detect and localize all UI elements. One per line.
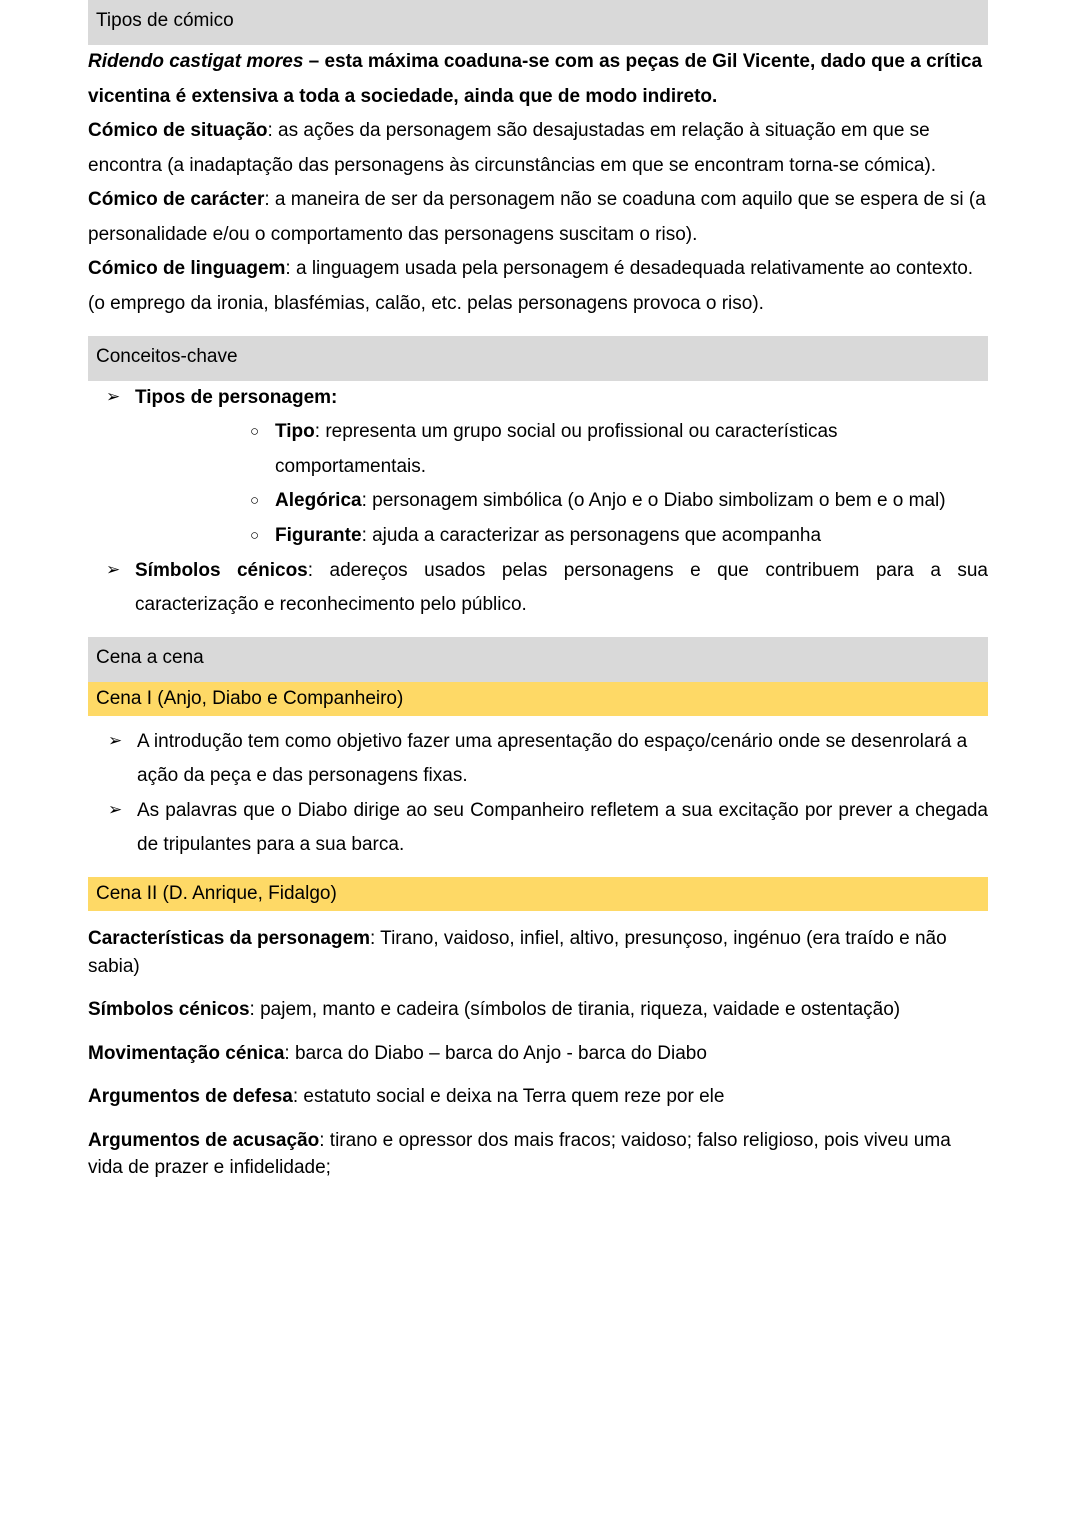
term-figurante: Figurante — [275, 524, 362, 546]
term-alegorica: Alegórica — [275, 490, 362, 512]
paragraph-movimentacao-cenica — [88, 1040, 988, 1068]
list-item-simbolos-cenicos — [88, 554, 988, 623]
term-simbolos-cenicos-cena-ii: Símbolos cénicos — [88, 999, 250, 1021]
arrow-bullet-icon: ➢ — [108, 799, 123, 819]
paragraph-argumentos-de-defesa — [88, 1083, 988, 1111]
arrow-bullet-icon: ➢ — [106, 386, 121, 406]
cena-i-list — [88, 725, 988, 863]
list-item-tipo — [135, 415, 988, 484]
term-caracteristicas-da-personagem: Características da personagem — [88, 927, 370, 949]
section-heading-tipos-de-comico: Tipos de cómico — [88, 0, 988, 45]
definition-tipo: : representa um grupo social ou profissional ou características comportamentais. — [275, 421, 838, 477]
term-movimentacao-cenica: Movimentação cénica — [88, 1042, 285, 1064]
definition-alegorica: : personagem simbólica (o Anjo e o Diabo simbolizam o bem e o mal) — [361, 490, 946, 512]
term-comico-de-linguagem: Cómico de linguagem — [88, 258, 286, 280]
definition-simbolos-cenicos-cena-ii: : pajem, manto e cadeira (símbolos de tirania, riqueza, vaidade e ostentação) — [249, 999, 901, 1021]
term-tipo: Tipo — [275, 421, 315, 443]
definition-comico-de-linguagem: : a linguagem usada pela personagem é desadequada relativamente ao contexto. (o emprego da ironia, blasfémias, calão, etc. pelas personagens provoca o riso). — [88, 258, 974, 315]
term-argumentos-de-acusacao: Argumentos de acusação — [88, 1129, 320, 1151]
term-argumentos-de-defesa: Argumentos de defesa — [88, 1086, 293, 1108]
document-content — [88, 0, 988, 1182]
definition-argumentos-de-defesa: : estatuto social e deixa na Terra quem reze por ele — [292, 1086, 725, 1108]
paragraph-ridendo-castigat-mores — [88, 45, 988, 114]
circle-bullet-icon: ○ — [250, 526, 260, 544]
circle-bullet-icon: ○ — [250, 492, 260, 510]
ridendo-castigat-mores-italic: Ridendo castigat mores — [88, 51, 304, 72]
definition-comico-de-situacao: : as ações da personagem são desajustadas em relação à situação em que se encontra (a inadaptação das personagens às circunstâncias em que se encontram torna-se cómica). — [88, 120, 937, 176]
section-heading-cena-a-cena: Cena a cena — [88, 637, 988, 682]
list-item-cena-i-palavras-diabo — [88, 794, 988, 863]
term-comico-de-caracter: Cómico de carácter — [88, 189, 265, 211]
cena-i-bullet-text-2: As palavras que o Diabo dirige ao seu Companheiro refletem a sua excitação por prever a chegada de tripulantes para a sua barca. — [137, 799, 988, 856]
list-item-tipos-de-personagem — [88, 381, 988, 554]
paragraph-simbolos-cenicos-cena-ii — [88, 996, 988, 1024]
arrow-bullet-icon: ➢ — [106, 559, 121, 579]
paragraph-comico-de-situacao — [88, 114, 988, 183]
paragraph-argumentos-de-acusacao — [88, 1127, 988, 1182]
section-heading-cena-i: Cena I (Anjo, Diabo e Companheiro) — [88, 682, 988, 716]
section-heading-cena-ii: Cena II (D. Anrique, Fidalgo) — [88, 877, 988, 911]
list-item-tipos-de-personagem-label: Tipos de personagem: — [135, 386, 338, 408]
definition-comico-de-caracter: : a maneira de ser da personagem não se coaduna com aquilo que se espera de si (a personalidade e/ou o comportamento das personagens suscitam o riso). — [88, 189, 986, 245]
circle-bullet-icon: ○ — [250, 423, 260, 441]
term-comico-de-situacao: Cómico de situação — [88, 120, 268, 142]
conceitos-chave-list — [88, 381, 988, 623]
definition-figurante: : ajuda a caracterizar as personagens que acompanha — [361, 524, 822, 546]
definition-movimentacao-cenica: : barca do Diabo – barca do Anjo - barca do Diabo — [284, 1042, 707, 1064]
list-item-figurante — [135, 519, 988, 554]
list-item-alegorica — [135, 484, 988, 519]
definition-simbolos-cenicos: : adereços usados pelas personagens e que contribuem para a sua caracterização e reconhecimento pelo público. — [135, 559, 989, 616]
ridendo-castigat-mores-rest: – esta máxima coaduna-se com as peças de Gil Vicente, dado que a crítica vicentina é extensiva a toda a sociedade, ainda que de modo indireto. — [88, 51, 983, 107]
paragraph-caracteristicas-da-personagem — [88, 925, 988, 980]
cena-i-bullet-text-1: A introdução tem como objetivo fazer uma apresentação do espaço/cenário onde se desenrolará a ação da peça e das personagens fixas. — [137, 730, 968, 787]
tipos-de-personagem-sublist — [135, 415, 988, 553]
definition-caracteristicas-da-personagem: : Tirano, vaidoso, infiel, altivo, presunçoso, ingénuo (era traído e não sabia) — [88, 927, 947, 977]
paragraph-comico-de-linguagem — [88, 252, 988, 321]
definition-argumentos-de-acusacao: : tirano e opressor dos mais fracos; vaidoso; falso religioso, pois viveu uma vida de prazer e infidelidade; — [88, 1129, 951, 1179]
list-item-cena-i-introducao — [88, 725, 988, 794]
term-simbolos-cenicos: Símbolos cénicos — [135, 559, 308, 581]
paragraph-comico-de-caracter — [88, 183, 988, 252]
arrow-bullet-icon: ➢ — [108, 730, 123, 750]
section-heading-conceitos-chave: Conceitos-chave — [88, 336, 988, 381]
